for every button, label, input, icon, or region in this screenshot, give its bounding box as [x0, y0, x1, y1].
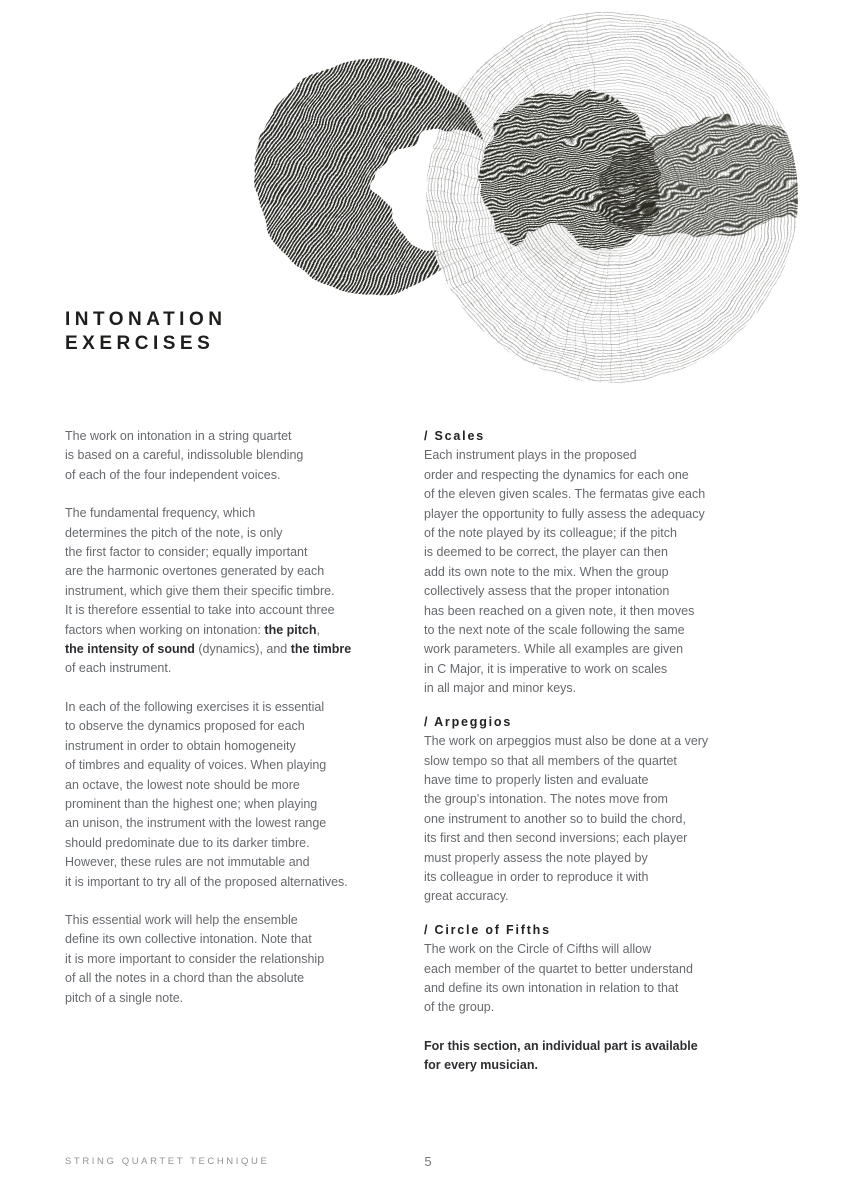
- section-arpeggios: [424, 713, 844, 907]
- footer-book-title: STRING QUARTET TECHNIQUE: [65, 1156, 270, 1167]
- section-scales-body: Each instrument plays in the proposed order and respecting the dynamics for each one of the eleven given scales. The fermatas give each player the opportunity to fully assess the adequacy of the note played by its colleague; if the pitch is deemed to be correct, the player can then add its own note to the mix. When the group collectively assess that the proper intonation has been reached on a given note, it then moves to the next note of the scale following the same work parameters. While all examples are given in C Major, it is imperative to work on scales in all major and minor keys.: [424, 448, 706, 696]
- section-circle-of-fifths-heading: / Circle of Fifths: [424, 922, 551, 937]
- section-circle-of-fifths-body: The work on the Circle of Cifths will allow each member of the quartet to better understand and define its own intonation in relation to that of the group.: [424, 942, 693, 1015]
- right-column: [424, 427, 844, 1076]
- section-circle-of-fifths: [424, 921, 844, 1018]
- paragraph-fundamental-frequency: The fundamental frequency, which determines the pitch of the note, is only the first factor to consider; equally important are the harmonic overtones generated by each instrument, which give them their specific timbre. It is therefore essential to take into account three factors when working on intonation: the pitch, the intensity of sound (dynamics), and the timbre of each instrument.: [65, 506, 352, 676]
- left-column: [65, 427, 415, 1008]
- page-title-line2: EXERCISES: [65, 333, 215, 354]
- paragraph-intro: The work on intonation in a string quartet is based on a careful, indissoluble blending of each of the four independent voices.: [65, 429, 304, 482]
- section-scales: [424, 427, 844, 699]
- paragraph-exercises-dynamics: In each of the following exercises it is essential to observe the dynamics proposed for each instrument in order to obtain homogeneity of timbres and equality of voices. When playing an octave, the lowest note should be more prominent than the highest one; when playing an unison, the instrument with the lowest range should predominate due to its darker timbre. However, these rules are not immutable and it is important to try all of the proposed alternatives.: [65, 699, 348, 889]
- section-scales-heading: / Scales: [424, 429, 485, 443]
- section-arpeggios-heading: / Arpeggios: [424, 714, 513, 729]
- section-arpeggios-body: The work on arpeggios must also be done at a very slow tempo so that all members of the quartet have time to properly listen and evaluate the group's intonation. The notes move from one instrument to another so to build the chord, its first and then second inversions; each player must properly assess the note played by its colleague in order to reproduce it with great accuracy.: [424, 734, 709, 904]
- paragraph-essential-work: This essential work will help the ensemble define its own collective intonation. Note that it is more important to consider the relationship of all the notes in a chord than the absolute pitch of a single note.: [65, 912, 325, 1005]
- page-title-line1: INTONATION: [65, 309, 227, 330]
- page-title: [65, 308, 226, 356]
- availability-note: For this section, an individual part is available for every musician.: [424, 1038, 698, 1073]
- footer-page-number: 5: [424, 1154, 432, 1169]
